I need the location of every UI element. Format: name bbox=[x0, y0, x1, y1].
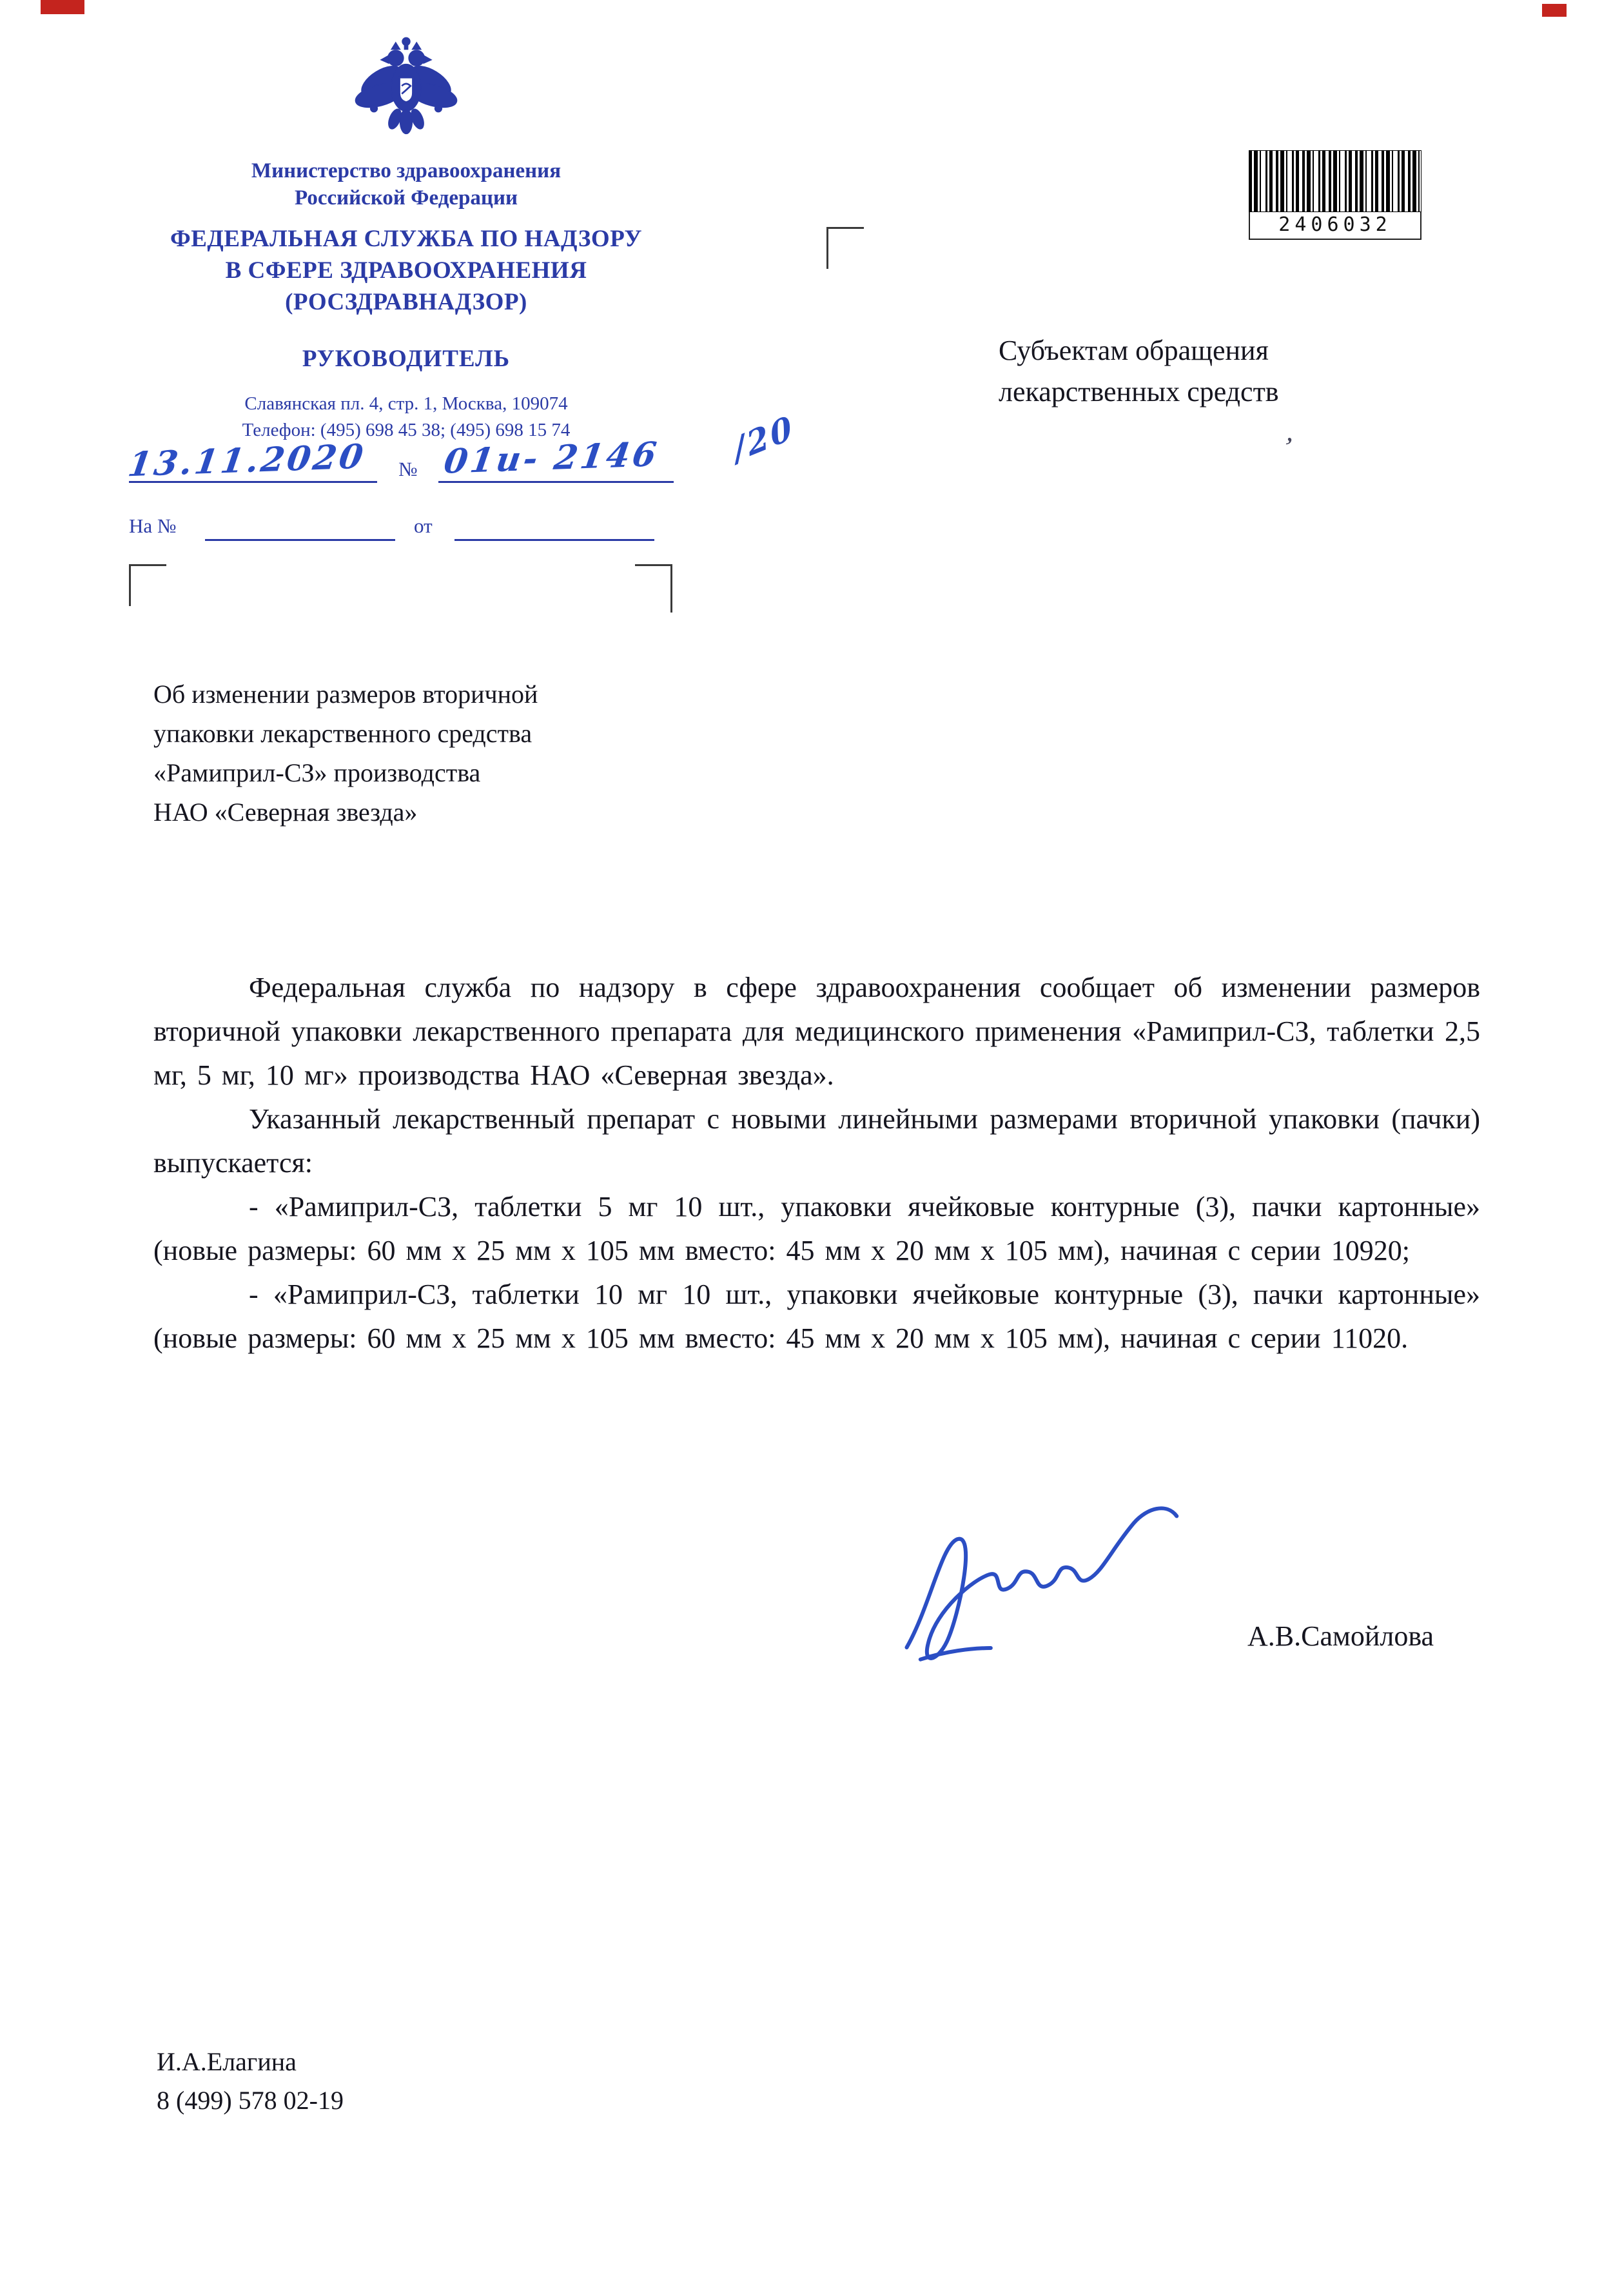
handwritten-number-suffix: /20 bbox=[730, 407, 798, 469]
corner-mark-addressee bbox=[826, 227, 864, 269]
handwritten-date: 13.11.2020 bbox=[125, 437, 368, 485]
stray-ink-mark: ’ bbox=[1279, 430, 1296, 464]
body-item-1: - «Рамиприл-СЗ, таблетки 5 мг 10 шт., упаковки ячейковые контурные (3), пачки картонные» (новые размеры: 60 мм х 25 мм х 105 мм вместо: 45 мм х 20 мм х 105 мм), начиная с серии 10920; bbox=[153, 1191, 1480, 1266]
addressee-block bbox=[999, 330, 1279, 413]
letterhead bbox=[116, 34, 696, 441]
ref-label: На № bbox=[129, 515, 177, 537]
subject-line-2: упаковки лекарственного средства bbox=[153, 719, 532, 748]
letterhead-phone: Телефон: (495) 698 45 38; (495) 698 15 74 bbox=[242, 420, 571, 440]
addressee-line-2: лекарственных средств bbox=[999, 376, 1279, 407]
number-field-line bbox=[438, 481, 674, 483]
barcode-bars-icon bbox=[1249, 150, 1421, 212]
barcode-number: 2406032 bbox=[1249, 212, 1421, 240]
position-title: РУКОВОДИТЕЛЬ bbox=[302, 346, 511, 372]
service-line-1: ФЕДЕРАЛЬНАЯ СЛУЖБА ПО НАДЗОРУ bbox=[170, 226, 643, 252]
addressee-line-1: Субъектам обращения bbox=[999, 335, 1269, 366]
ref-date-line bbox=[454, 539, 654, 541]
signatory-name: А.В.Самойлова bbox=[1247, 1620, 1434, 1652]
subject-line-4: НАО «Северная звезда» bbox=[153, 798, 418, 827]
subject-line-3: «Рамиприл-СЗ» производства bbox=[153, 758, 481, 787]
body-paragraph-2: Указанный лекарственный препарат с новыми линейными размерами вторичной упаковки (пачки) выпускается: bbox=[153, 1103, 1480, 1179]
ref-from-label: от bbox=[414, 515, 433, 537]
number-label: № bbox=[398, 458, 418, 480]
handwritten-number: 01и- 2146 bbox=[441, 435, 661, 482]
subject-line-1: Об изменении размеров вторичной bbox=[153, 680, 538, 709]
executor-phone: 8 (499) 578 02-19 bbox=[157, 2086, 344, 2115]
service-line-2: В СФЕРЕ ЗДРАВООХРАНЕНИЯ bbox=[225, 257, 587, 284]
ref-number-line bbox=[205, 539, 395, 541]
scan-artifact-red-left bbox=[41, 0, 84, 14]
ministry-line-1: Министерство здравоохранения bbox=[251, 159, 562, 182]
subject-block bbox=[153, 674, 538, 832]
letterhead-address: Славянская пл. 4, стр. 1, Москва, 109074 bbox=[244, 393, 568, 414]
body-item-2: - «Рамиприл-СЗ, таблетки 10 мг 10 шт., упаковки ячейковые контурные (3), пачки картонные» (новые размеры: 60 мм х 25 мм х 105 мм вместо: 45 мм х 20 мм х 105 мм), начиная с серии 11020. bbox=[153, 1279, 1480, 1354]
coat-of-arms-icon bbox=[354, 34, 458, 147]
executor-name: И.А.Елагина bbox=[157, 2047, 297, 2076]
reference-row bbox=[129, 511, 935, 549]
date-field-line bbox=[129, 481, 377, 483]
scan-artifact-red-right bbox=[1542, 4, 1567, 17]
corner-mark-right bbox=[635, 564, 672, 613]
ministry-line-2: Российской Федерации bbox=[295, 186, 518, 210]
signature-icon bbox=[877, 1489, 1212, 1676]
corner-mark-left bbox=[129, 564, 166, 606]
barcode bbox=[1249, 150, 1421, 240]
body-paragraph-1: Федеральная служба по надзору в сфере здравоохранения сообщает об изменении размеров вторичной упаковки лекарственного препарата для медицинского применения «Рамиприл-СЗ, таблетки 2,5 мг, 5 мг, 10 мг» производства НАО «Северная звезда». bbox=[153, 972, 1480, 1091]
letter-body bbox=[153, 966, 1480, 1360]
service-line-3: (РОСЗДРАВНАДЗОР) bbox=[285, 289, 527, 315]
executor-block bbox=[157, 2043, 344, 2120]
